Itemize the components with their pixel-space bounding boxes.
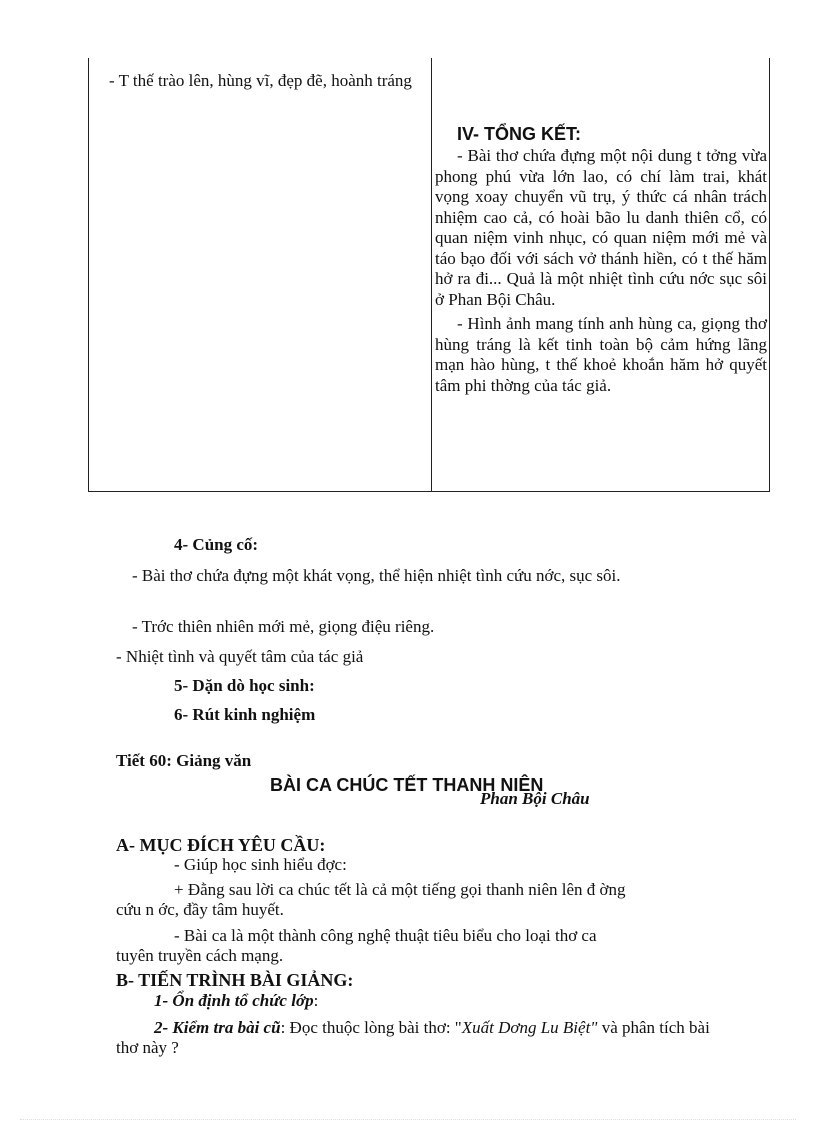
- step-2-text: : Đọc thuộc lòng bài thơ: ": [280, 1018, 462, 1037]
- part-a-item-2-line-1: + Đằng sau lời ca chúc tết là cả một tiếng gọi thanh niên lên đ ờng: [174, 880, 626, 899]
- step-2-end: và phân tích bài thơ này ?: [116, 1018, 710, 1057]
- part-b-step-2: [116, 1018, 728, 1058]
- content-table: [88, 58, 770, 492]
- part-a-heading: A- MỤC ĐÍCH YÊU CẦU:: [116, 835, 326, 855]
- table-divider: [431, 58, 432, 491]
- part-a-item-3-line-1: - Bài ca là một thành công nghệ thuật tiêu biểu cho loại thơ ca: [174, 926, 597, 945]
- table-left-cell: [89, 70, 429, 91]
- step-2-poem-title: Xuất Dơng Lu Biệt": [461, 1018, 598, 1037]
- part-a-item-2-line-2: cứu n ớc, đầy tâm huyết.: [116, 900, 284, 919]
- section-4-line-3: - Nhiệt tình và quyết tâm của tác giả: [116, 647, 364, 666]
- lesson-title: BÀI CA CHÚC TẾT THANH NIÊN: [270, 775, 544, 795]
- summary-heading: IV- TỔNG KẾT:: [457, 124, 582, 144]
- section-4-line-2: - Trớc thiên nhiên mới mẻ, giọng điệu riêng.: [132, 617, 435, 636]
- section-4-line-1: - Bài thơ chứa đựng một khát vọng, thể hiện nhiệt tình cứu nớc, sục sôi.: [132, 566, 621, 585]
- left-cell-text: - T thế trào lên, hùng vĩ, đẹp đẽ, hoành tráng: [109, 71, 412, 90]
- lesson-author: Phan Bội Châu: [480, 789, 590, 808]
- page-bottom-rule: [20, 1119, 796, 1120]
- summary-paragraph-2: - Hình ảnh mang tính anh hùng ca, giọng thơ hùng tráng là kết tinh toàn bộ cảm hứng lãng mạn hào hùng, t thế khoẻ khoắn hăm hở quyết tâm phi thờng của tác giả.: [435, 314, 767, 395]
- section-5-heading: 5- Dặn dò học sinh:: [174, 676, 315, 695]
- part-a-item-1: - Giúp học sinh hiểu đợc:: [174, 855, 347, 874]
- summary-paragraph-1: - Bài thơ chứa đựng một nội dung t tởng vừa phong phú vừa lớn lao, có chí làm trai, khát vọng xoay chuyển vũ trụ, ý thức cá nhân trách nhiệm cao cả, có hoài bão lu danh thiên cổ, có quan niệm vinh nhục, có quan niệm mới mẻ và táo bạo đối với sách vở thánh hiền, có t thế hăm hở ra đi... Quả là một nhiệt tình cứu nớc sục sôi ở Phan Bội Châu.: [435, 146, 767, 309]
- part-b-step-1: [154, 991, 318, 1011]
- section-6-heading: 6- Rút kinh nghiệm: [174, 705, 316, 724]
- step-1-suffix: :: [313, 991, 319, 1010]
- lesson-label: Tiết 60: Giảng văn: [116, 751, 252, 770]
- section-4-heading: 4- Củng cố:: [174, 535, 259, 554]
- step-1-label: 1- Ổn định tổ chức lớp: [154, 991, 314, 1010]
- part-a-item-3-line-2: tuyên truyền cách mạng.: [116, 946, 284, 965]
- part-b-heading: B- TIẾN TRÌNH BÀI GIẢNG:: [116, 970, 354, 990]
- table-right-cell: [435, 58, 767, 396]
- step-2-label: 2- Kiểm tra bài cũ: [154, 1018, 281, 1037]
